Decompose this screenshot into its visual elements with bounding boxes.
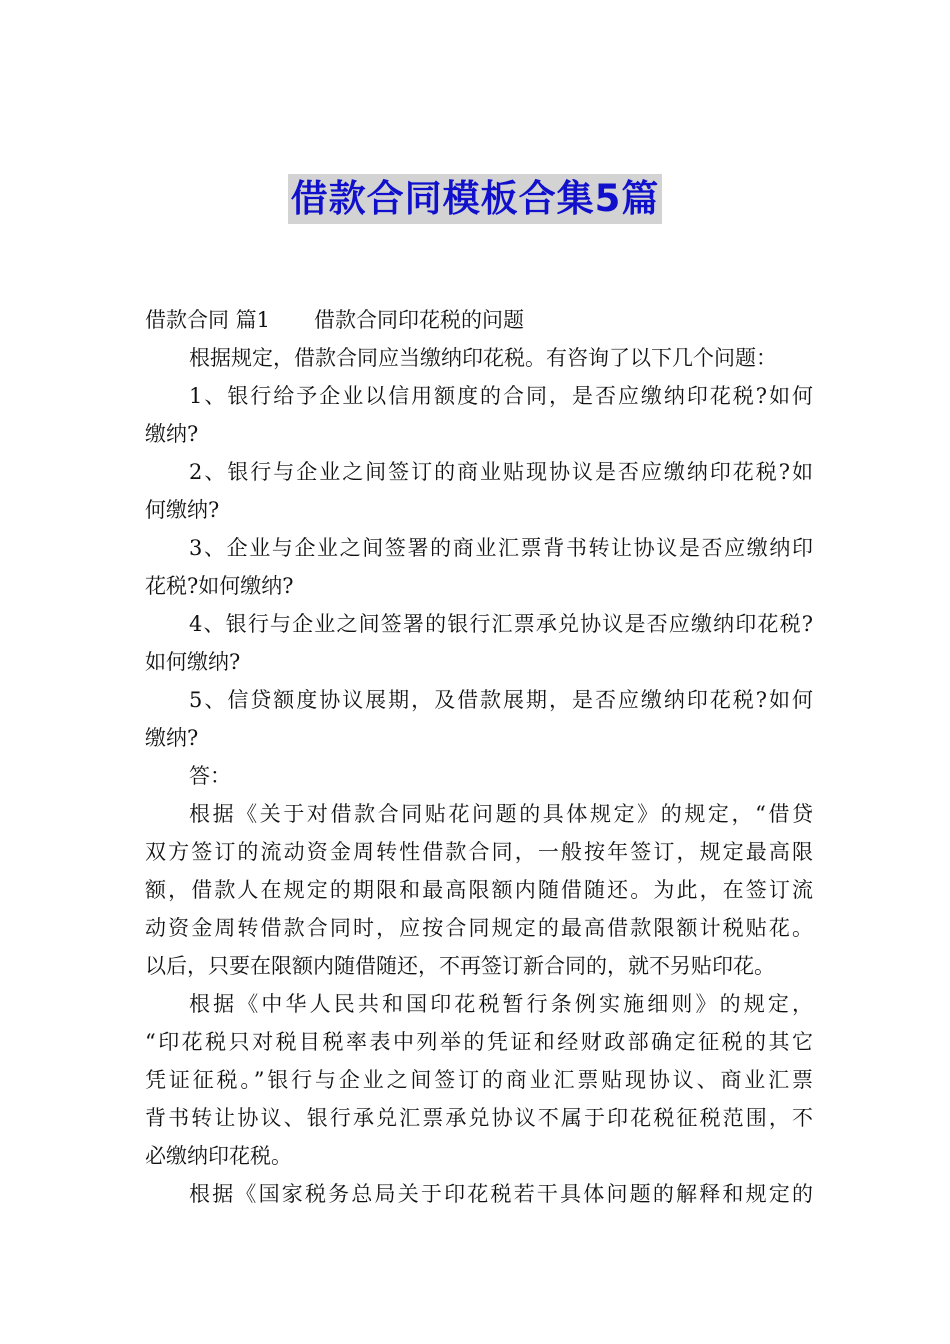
text-line: 必缴纳印花税。: [145, 1144, 292, 1168]
title-container: [0, 174, 950, 224]
text-line: 根据《中华人民共和国印花税暂行条例实施细则》的规定，: [189, 992, 813, 1016]
text-line: 缴纳?: [145, 422, 199, 446]
text-line: 何缴纳?: [145, 498, 220, 522]
text-line: 背书转让协议、银行承兑汇票承兑协议不属于印花税征税范围，不: [145, 1106, 813, 1130]
document-body: [145, 301, 813, 1213]
text-line: 如何缴纳?: [145, 650, 241, 674]
text-line: 凭证征税。”银行与企业之间签订的商业汇票贴现协议、商业汇票: [145, 1068, 813, 1092]
text-line: 以后，只要在限额内随借随还，不再签订新合同的，就不另贴印花。: [145, 954, 775, 978]
text-line: 1、银行给予企业以信用额度的合同，是否应缴纳印花税?如何: [189, 384, 813, 408]
section-heading: [145, 301, 813, 339]
text-line: 答：: [189, 764, 231, 788]
text-line: 5、信贷额度协议展期，及借款展期，是否应缴纳印花税?如何: [189, 688, 813, 712]
text-line: 额，借款人在规定的期限和最高限额内随借随还。为此，在签订流: [145, 878, 813, 902]
text-line: 缴纳?: [145, 726, 199, 750]
text-line: 根据《国家税务总局关于印花税若干具体问题的解释和规定的: [189, 1182, 813, 1206]
section-heading-label: 借款合同 篇1: [145, 308, 271, 332]
text-line: 动资金周转借款合同时，应按合同规定的最高借款限额计税贴花。: [145, 916, 813, 940]
text-line: 根据规定，借款合同应当缴纳印花税。有咨询了以下几个问题：: [189, 346, 777, 370]
text-line: 2、银行与企业之间签订的商业贴现协议是否应缴纳印花税?如: [189, 460, 813, 484]
section-heading-subtitle: 借款合同印花税的问题: [314, 308, 525, 332]
text-line: 花税?如何缴纳?: [145, 574, 294, 598]
text-line: 4、银行与企业之间签署的银行汇票承兑协议是否应缴纳印花税?: [189, 612, 813, 636]
text-line: 双方签订的流动资金周转性借款合同，一般按年签订，规定最高限: [145, 840, 813, 864]
text-line: 根据《关于对借款合同贴花问题的具体规定》的规定，“借贷: [189, 802, 813, 826]
text-line: “印花税只对税目税率表中列举的凭证和经财政部确定征税的其它: [145, 1030, 813, 1054]
document-title: 借款合同模板合集5篇: [288, 174, 663, 224]
text-line: 3、企业与企业之间签署的商业汇票背书转让协议是否应缴纳印: [189, 536, 813, 560]
